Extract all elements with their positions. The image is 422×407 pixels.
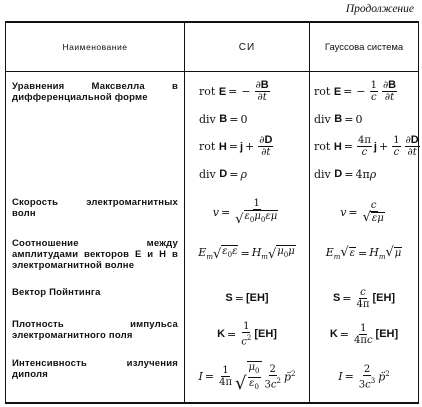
- row-name-maxwell: Уравнения Максвелла в дифференциальной форме: [6, 72, 185, 193]
- formula-si-maxwell-4: div D = ρ: [199, 167, 247, 181]
- formula-gauss-speed: v = c √ εμ: [340, 200, 384, 226]
- table-row-maxwell: [6, 72, 419, 193]
- formula-si-momentum: K = $\frac{1}{c^2}$ [EH]: [217, 321, 277, 348]
- formula-si-maxwell-2: div B = 0: [199, 112, 248, 126]
- header-si: СИ: [185, 22, 310, 72]
- cell-gauss-intensity: [310, 354, 419, 403]
- row-name-intensity: Интенсивность излучения диполя: [6, 354, 185, 403]
- formula-si-intensity: I = $\frac{1}{4\pi}$ √ $\frac{\mu_0}{\varepsilon_0}$ $\frac{2}{3c^2}$ p̈$^2$: [198, 361, 296, 394]
- table-row-momentum: [6, 315, 419, 354]
- cell-si-amplitude: [185, 234, 310, 279]
- formula-si-speed: v = 1 √ $\varepsilon_0\mu_0\varepsilon\mu$: [212, 198, 278, 228]
- formula-gauss-poynting: S = $\frac{c}{4\pi}$ [EH]: [332, 286, 396, 310]
- formula-si-maxwell-1: rot E = − $\frac{\partial B}{\partial t}$: [199, 79, 269, 103]
- formula-gauss-maxwell-4: div D = 4π ρ: [314, 167, 377, 181]
- cell-si-maxwell: [185, 72, 310, 193]
- table-row-poynting: [6, 279, 419, 315]
- row-name-momentum: Плотность импульса электромагнитного поля: [6, 315, 185, 354]
- units-table: [5, 21, 419, 404]
- table-row-amplitude: [6, 234, 419, 279]
- cell-si-speed: [185, 193, 310, 234]
- formula-si-maxwell-3: rot H = j + $\frac{\partial D}{\partial t}$: [199, 134, 273, 158]
- header-name: Наименование: [6, 22, 185, 72]
- table-header-row: [6, 22, 419, 72]
- cell-si-momentum: [185, 315, 310, 354]
- cell-gauss-amplitude: [310, 234, 419, 279]
- cell-gauss-momentum: [310, 315, 419, 354]
- cell-gauss-poynting: [310, 279, 419, 315]
- cell-gauss-speed: [310, 193, 419, 234]
- cell-si-intensity: [185, 354, 310, 403]
- row-name-poynting: Вектор Пойнтинга: [6, 279, 185, 315]
- table-row-intensity: [6, 354, 419, 403]
- formula-si-poynting: S = [EH]: [225, 291, 269, 305]
- cell-si-poynting: [185, 279, 310, 315]
- row-name-amplitude: Соотношение между амплитудами векторов E и H в электромагнитной волне: [6, 234, 185, 279]
- formula-gauss-intensity: I = $\frac{2}{3c^3}$ p̈$^2$: [338, 363, 390, 390]
- formula-gauss-maxwell-3: rot H = $\frac{4\pi}{c}$ j + $\frac{1}{c}$ $\frac{\partial D}{\partial t}$: [314, 134, 419, 158]
- row-name-speed: Скорость электромагнитных волн: [6, 193, 185, 234]
- formula-gauss-maxwell-1: rot E = − $\frac{1}{c}$ $\frac{\partial B}{\partial t}$: [314, 79, 397, 103]
- formula-gauss-maxwell-2: div B = 0: [314, 112, 363, 126]
- continued-note: Продолжение: [345, 3, 414, 15]
- formula-gauss-amplitude: $E_m$ √ ε = $H_m$ √ μ: [325, 245, 402, 261]
- header-gauss: Гауссова система: [310, 22, 419, 72]
- table-row-speed: [6, 193, 419, 234]
- cell-gauss-maxwell: [310, 72, 419, 193]
- formula-gauss-momentum: K = $\frac{1}{4\pi c}$ [EH]: [329, 322, 399, 346]
- formula-si-amplitude: $E_m$ √ $\varepsilon_0\varepsilon$ = $H_m$ √ $\mu_0\mu$: [198, 245, 295, 263]
